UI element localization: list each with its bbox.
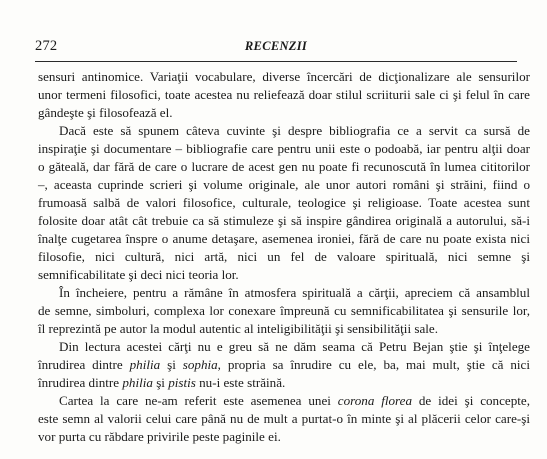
text-run: este semn al valorii celui care până nu de mult a purtat-o în minte şi al plăcerii celor care-şi [38,411,530,426]
text-line: îl reprezintă pe autor la modul autentic al inteligibilităţii şi sensibilităţii sale. [38,321,438,336]
text-run: , propria sa înrudire cu ele, ba, mai mult, ştie că nici [217,357,530,372]
text-run: înrudirea dintre [38,357,130,372]
text-line: În încheiere, pentru a rămâne în atmosfera spirituală a cărţii, apreciem că ansamblul [59,285,530,300]
running-head: RECENZII [244,39,308,53]
text-run: Din lectura acestei cărţi nu e greu să ne dăm seama că Petru Bejan ştie şi înţelege [59,339,530,354]
text-line: de semne, simboluri, complexa lor conexare împreună cu semnificabilitatea şi sensurile lor, [38,303,530,318]
italic-term: pistis [168,375,196,390]
italic-term: philia [122,375,153,390]
italic-term: philia [129,357,161,372]
text-line: Dacă este să spunem câteva cuvinte şi despre bibliografia ce a servit ca sursă de [59,123,530,138]
paragraph [38,284,530,338]
text-line: semnificabilitate şi deci nici teoria lor. [38,267,239,282]
text-line: frumoasă salbă de valori filosofice, culturale, teologice şi religioase. Toate acestea sunt [38,195,530,210]
text-line: înalţe cugetarea înspre o anume detaşare, asemenea ironiei, fără de care nu poate exista nici [38,231,530,246]
paragraph [38,338,530,392]
text-run: şi [152,375,169,390]
text-line: –, aceasta cuprinde scrieri şi volume originale, ale unor autori români şi străini, fiind o [38,177,530,192]
text-run: nu-i este străină. [195,375,286,390]
text-line: filosofie, nici cultură, nici artă, nici un fel de valoare spirituală, nici semne şi [38,249,530,264]
text-line: folosite doar atât cât trebuie ca să stimuleze şi să inspire gândirea originală a autorului, să-i [38,213,530,228]
text-line: gândeşte şi filosofează el. [38,105,173,120]
italic-term: sophia [182,357,218,372]
text-run: de idei şi concepte, [412,393,530,408]
page-number: 272 [35,38,58,54]
text-line [38,374,530,392]
text-line: sensuri antinomice. Variaţii vocabulare, diverse încercări de dicţionalizare ale sensurilor [38,69,530,84]
page-header [35,38,517,60]
paragraph [38,392,530,446]
text-run: înrudirea dintre [38,375,123,390]
paragraph [38,122,530,284]
text-line [38,410,530,428]
text-line [38,392,530,410]
text-run: şi [160,357,183,372]
text-line [38,338,530,356]
header-rule [35,61,517,62]
text-line: unor termeni filosofici, toate acestea nu reliefează doar stilul scriiturii sale ci şi felul în care [38,87,530,102]
review-text [38,68,530,446]
italic-term: corona florea [337,393,413,408]
text-line [38,356,530,374]
text-line: o găteală, dar fără de care o lucrare de acest gen nu poate fi recunoscută în lumea cititorilor [38,159,530,174]
text-run: Cartea la care ne-am referit este asemenea unei [59,393,338,408]
paragraph [38,68,530,122]
text-line [38,428,530,446]
text-line: inspiraţie şi documentare – bibliografie care pentru unii este o podoabă, iar pentru alţii doar [38,141,530,156]
text-run: vor purta cu răbdare privirile peste paginile ei. [38,429,281,444]
